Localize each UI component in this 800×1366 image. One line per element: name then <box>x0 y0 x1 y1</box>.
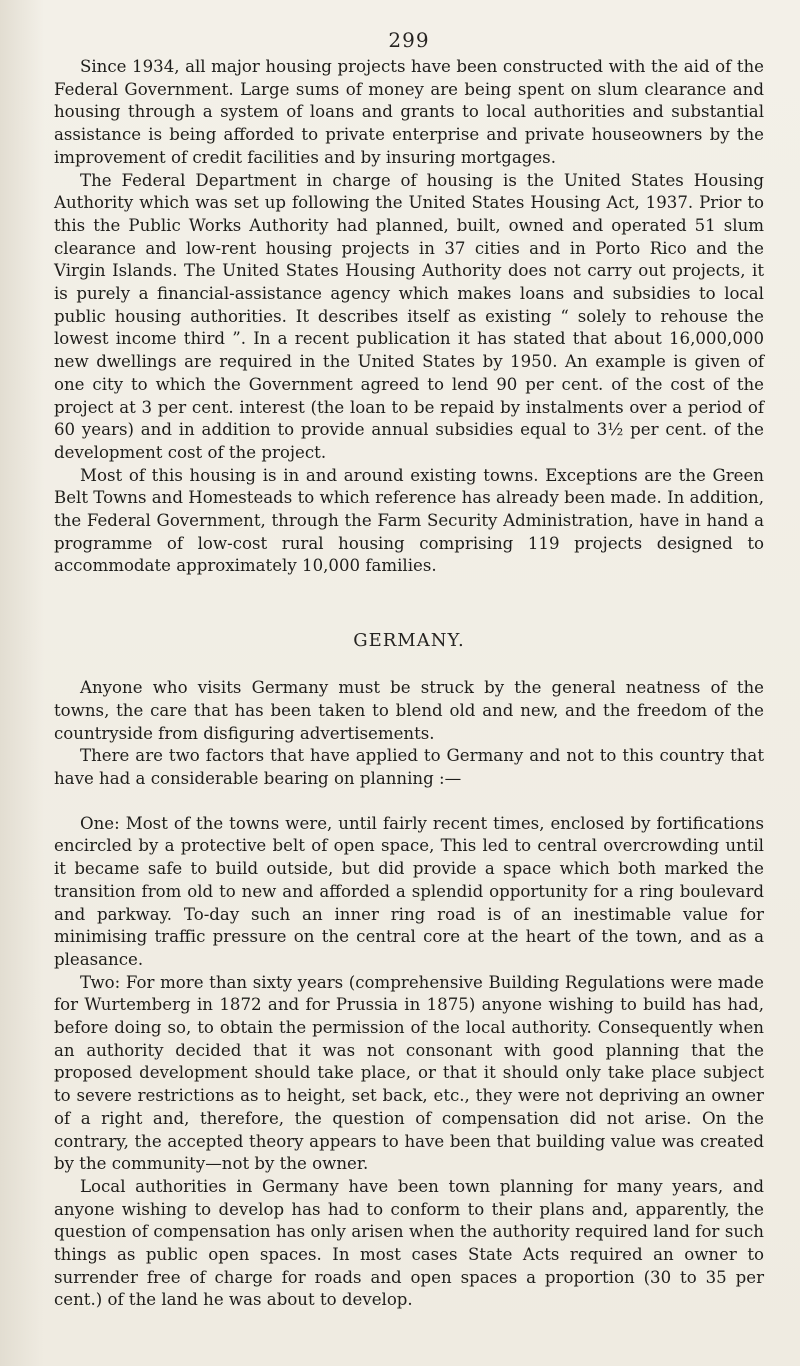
paragraph-two-factors: There are two factors that have applied to Germany and not to this country that have had a considerable bearing on planning :— <box>54 746 764 788</box>
paragraph-local-authorities: Local authorities in Germany have been town planning for many years, and anyone wishing to develop has had to conform to their plans and, apparently, the question of compensation has only arisen when the authority required land for such things as public open spaces. In most cases State Acts required an owner to surrender free of charge for roads and open spaces a proportion (30 to 35 per cent.) of the land he was about to develop. <box>54 1176 764 1310</box>
page-number: 299 <box>388 28 430 52</box>
page-edge-shadow <box>0 0 44 1366</box>
section-heading-germany: GERMANY. <box>353 630 465 652</box>
paragraph-housing-authority: The Federal Department in charge of housing is the United States Housing Authority which was set up following the United States Housing Act, 1937. Prior to this the Public Works Authority had planned, built, owned and operated 51 slum clearance and low-rent housing projects in 37 cities and in Porto Rico and the Virgin Islands. The United States Housing Authority does not carry out projects, it is purely a financial-assistance agency which makes loans and subsidies to local public housing authorities. It describes itself as existing “ solely to rehouse the lowest income third ”. In a recent publication it has stated that about 16,000,000 new dwellings are required in the United States by 1950. An example is given of one city to which the Government agreed to lend 90 per cent. of the cost of the project at 3 per cent. interest (the loan to be repaid by instalments over a period of 60 years) and in addition to provide annual subsidies equal to 3½ per cent. of the development cost of the project. <box>54 170 764 462</box>
paragraph-federal-aid: Since 1934, all major housing projects have been constructed with the aid of the Federal Government. Large sums of money are being spent on slum clearance and housing through a system of loans and grants to local authorities and substantial assistance is being afforded to private enterprise and private houseowners by the improvement of credit facilities and by insuring mortgages. <box>54 57 764 167</box>
paragraph-germany-neatness: Anyone who visits Germany must be struck by the general neatness of the towns, the care that has been taken to blend old and new, and the freedom of the countryside from disfiguring advertisements. <box>54 678 764 743</box>
paragraph-factor-one: One: Most of the towns were, until fairly recent times, enclosed by fortifications encircled by a protective belt of open space, This led to central overcrowding until it became safe to build outside, but did provide a space which both marked the transition from old to new and afforded a splendid opportunity for a ring boulevard and parkway. To-day such an inner ring road is of an inestimable value for minimising traffic pressure on the central core at the heart of the town, and as a pleasance. <box>54 813 764 969</box>
usa-housing-section <box>54 56 764 578</box>
paragraph-spacer <box>54 791 764 813</box>
paragraph-green-belt-towns: Most of this housing is in and around existing towns. Exceptions are the Green Belt Towns and Homesteads to which reference has already been made. In addition, the Federal Government, through the Farm Security Administration, have in hand a programme of low-cost rural housing comprising 119 projects designed to accommodate approximately 10,000 families. <box>54 465 764 576</box>
paragraph-factor-two: Two: For more than sixty years (comprehensive Building Regulations were made for Wurtemberg in 1872 and for Prussia in 1875) anyone wishing to build has had, before doing so, to obtain the permission of the local authority. Consequently when an authority decided that it was not consonant with good planning that the proposed development should take place, or that it should only take place subject to severe restrictions as to height, set back, etc., they were not depriving an owner of a right and, therefore, the question of compensation did not arise. On the contrary, the accepted theory appears to have been that building value was created by the community—not by the owner. <box>54 972 764 1174</box>
germany-section <box>54 677 764 1312</box>
